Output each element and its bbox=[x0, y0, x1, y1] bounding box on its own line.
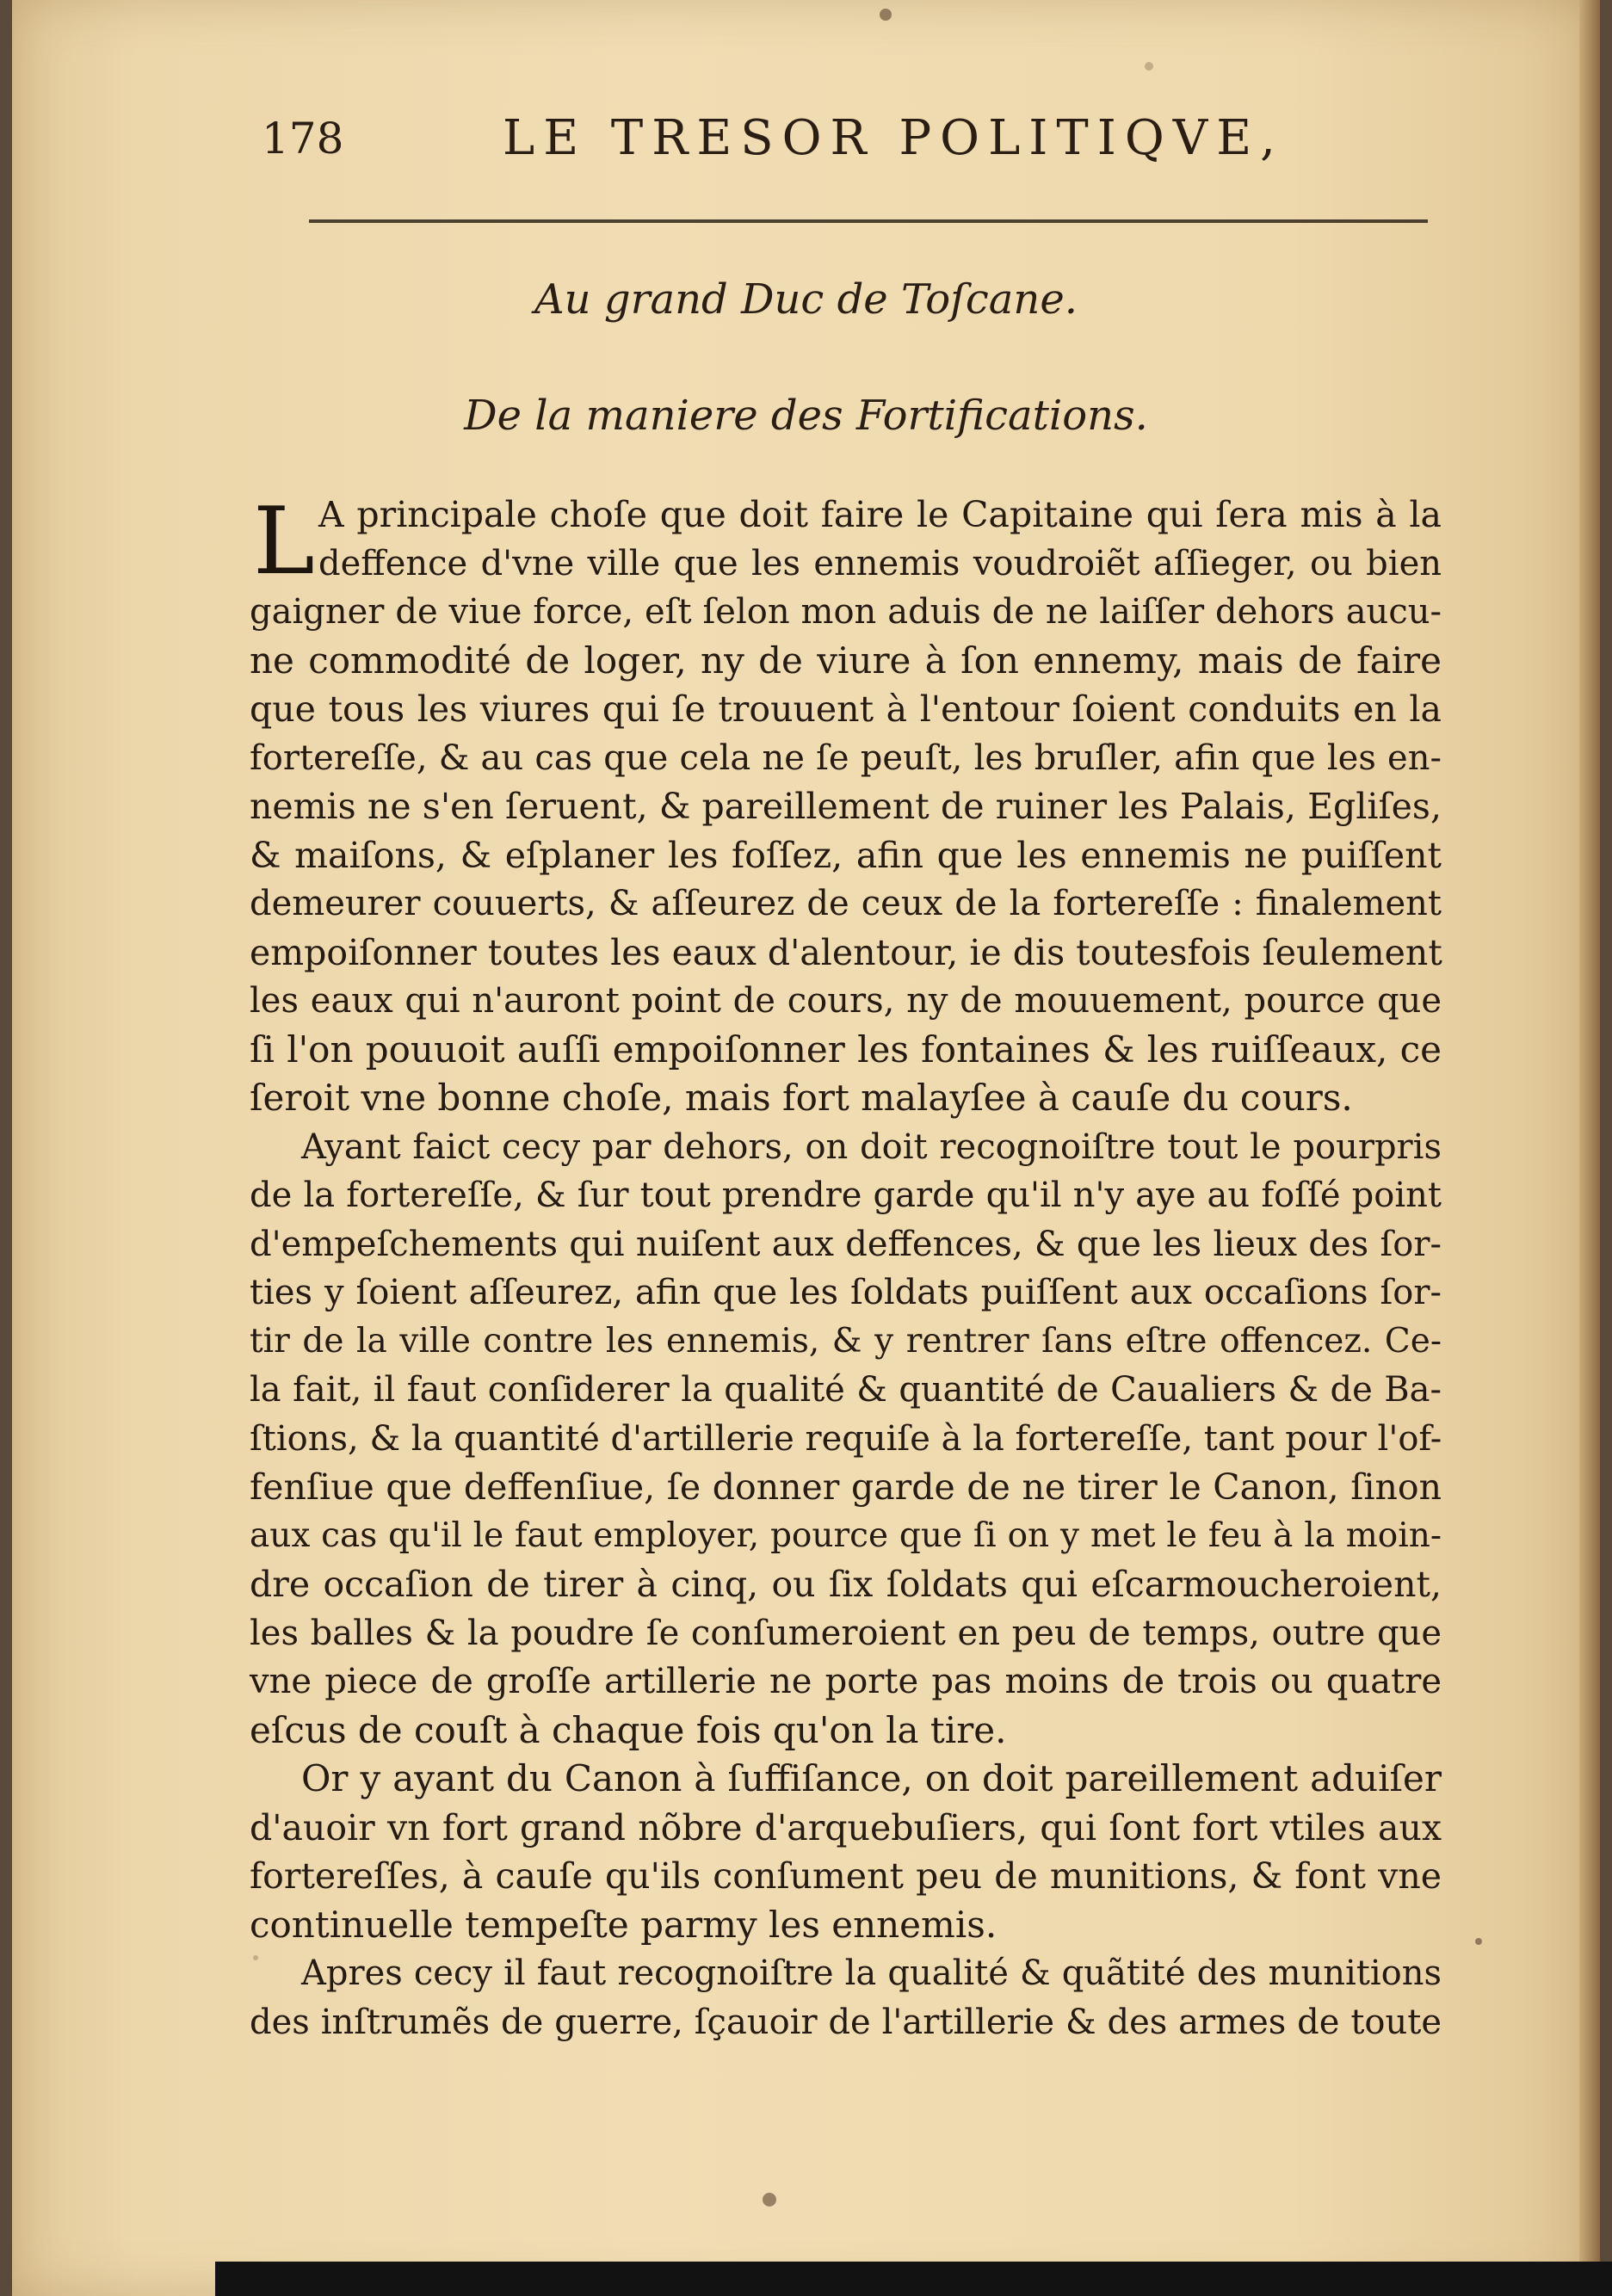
text-line: ne commodité de loger, ny de viure à ſon ennemy, mais de faire bbox=[250, 639, 1442, 682]
text-line: Or y ayant du Canon à ſuffiſance, on doit pareillement aduiſer bbox=[301, 1757, 1442, 1799]
text-line: les eaux qui n'auront point de cours, ny de mouuement, pource que bbox=[250, 981, 1442, 1021]
text-line: fortereſſe, & au cas que cela ne ſe peuſt, les bruſler, afin que les en- bbox=[250, 738, 1442, 778]
text-line: A principale choſe que doit faire le Capitaine qui ſera mis à la bbox=[318, 494, 1442, 535]
text-line: vne piece de groſſe artillerie ne porte pas moins de trois ou quatre bbox=[250, 1662, 1442, 1701]
text-line: ties y ſoient aſſeurez, afin que les ſoldats puiſſent aux occaſions ſor- bbox=[250, 1273, 1442, 1312]
text-line: que tous les viures qui ſe trouuent à l'entour ſoient conduits en la bbox=[250, 688, 1442, 730]
text-line: ſtions, & la quantité d'artillerie requiſe à la fortereſſe, tant pour l'of- bbox=[250, 1418, 1442, 1459]
scan-border bbox=[215, 2262, 1612, 2296]
page-number: 178 bbox=[262, 114, 344, 164]
subject-heading: De la maniere des Fortifications. bbox=[464, 392, 1148, 440]
text-line: de la fortereſſe, & ſur tout prendre garde qu'il n'y aye au foſſé point bbox=[250, 1176, 1442, 1215]
text-line: fortereſſes, à cauſe qu'ils conſument peu de munitions, & font vne bbox=[250, 1855, 1442, 1897]
text-line: deffence d'vne ville que les ennemis voudroiẽt aſſieger, ou bien bbox=[318, 543, 1442, 583]
text-line: d'empeſchements qui nuiſent aux deffences, & que les lieux des ſor- bbox=[250, 1224, 1442, 1264]
body-text bbox=[250, 488, 1442, 2046]
drop-cap: L bbox=[253, 488, 315, 596]
text-line: fenſiue que deffenſiue, ſe donner garde de ne tirer le Canon, ſinon bbox=[250, 1466, 1442, 1508]
text-line: ſi l'on pouuoit auſſi empoiſonner les fontaines & les ruiſſeaux, ce bbox=[250, 1028, 1442, 1071]
text-line: la fait, il faut conſiderer la qualité & quantité de Caualiers & de Ba- bbox=[250, 1370, 1442, 1410]
page-header bbox=[262, 110, 1380, 179]
text-line: les balles & la poudre ſe conſumeroient en peu de temps, outre que bbox=[250, 1613, 1442, 1653]
running-title: LE TRESOR POLITIQVE, bbox=[503, 110, 1284, 166]
ink-spot bbox=[880, 9, 892, 21]
text-line: & maiſons, & eſplaner les foſſez, afin que les ennemis ne puiſſent bbox=[250, 834, 1442, 876]
text-line: demeurer couuerts, & aſſeurez de ceux de la fortereſſe : finalement bbox=[250, 884, 1442, 923]
text-line: Ayant faict cecy par dehors, on doit recognoiſtre tout le pourpris bbox=[301, 1126, 1442, 1167]
ink-spot bbox=[763, 2193, 776, 2207]
text-line: eſcus de couſt à chaque fois qu'on la tire. bbox=[250, 1708, 1007, 1751]
header-rule bbox=[309, 219, 1428, 223]
text-line: aux cas qu'il le faut employer, pource que ſi on y met le feu à la moin- bbox=[250, 1515, 1442, 1555]
text-line: nemis ne s'en ſeruent, & pareillement de ruiner les Palais, Egliſes, bbox=[250, 786, 1442, 827]
text-line: gaigner de viue force, eſt ſelon mon aduis de ne laiſſer dehors aucu- bbox=[250, 592, 1442, 632]
ink-spot bbox=[1145, 62, 1153, 71]
book-page bbox=[12, 0, 1600, 2296]
text-line: dre occaſion de tirer à cinq, ou ſix ſoldats qui eſcarmoucheroient, bbox=[250, 1564, 1442, 1605]
text-line: Apres cecy il faut recognoiſtre la qualité & quãtité des munitions bbox=[301, 1953, 1442, 1993]
page-edge bbox=[1579, 0, 1600, 2296]
text-line: tir de la ville contre les ennemis, & y rentrer ſans eſtre offencez. Ce- bbox=[250, 1321, 1442, 1361]
text-line: continuelle tempeſte parmy les ennemis. bbox=[250, 1903, 997, 1946]
text-line: ſeroit vne bonne choſe, mais fort malayſee à cauſe du cours. bbox=[250, 1077, 1353, 1119]
text-line: des inſtrumẽs de guerre, ſçauoir de l'artillerie & des armes de toute bbox=[250, 2002, 1442, 2042]
text-line: empoiſonner toutes les eaux d'alentour, ie dis toutesfois ſeulement bbox=[250, 931, 1442, 973]
address-heading: Au grand Duc de Toſcane. bbox=[534, 275, 1078, 324]
ink-spot bbox=[1475, 1938, 1482, 1945]
text-line: d'auoir vn fort grand nõbre d'arquebuſiers, qui ſont fort vtiles aux bbox=[250, 1806, 1442, 1849]
